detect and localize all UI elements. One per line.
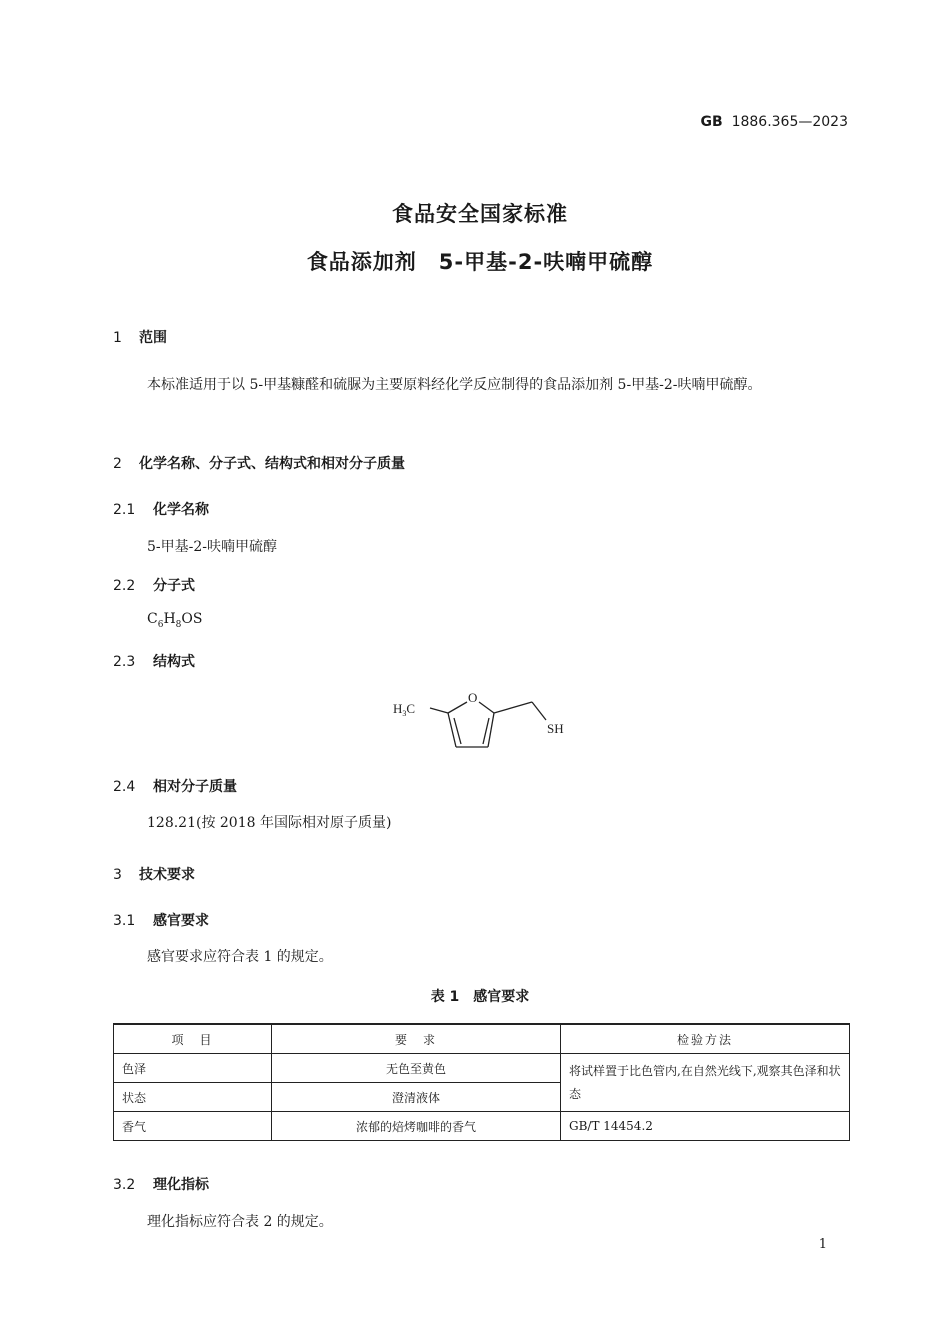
standard-code [700, 114, 848, 130]
table-header-row [114, 1024, 850, 1054]
section-number: 3.2 [113, 1177, 136, 1193]
table-cell-method-merged: 将试样置于比色管内,在自然光线下,观察其色泽和状态 [561, 1054, 850, 1112]
methyl-label: $H_3C$ [393, 701, 416, 718]
table-cell-requirement: 无色至黄色 [272, 1054, 561, 1083]
standard-code-prefix: GB [700, 114, 723, 130]
table-header-requirement: 要 求 [272, 1024, 561, 1054]
molecular-formula: $C_6H_8OS$ [147, 611, 203, 630]
section-3-1-heading [113, 910, 209, 930]
structural-formula [380, 680, 600, 760]
table-cell-item: 色泽 [114, 1054, 272, 1083]
section-title: 范围 [139, 330, 167, 346]
section-2-heading [113, 453, 405, 473]
chemical-name: 5-甲基-2-呋喃甲硫醇 [147, 539, 278, 555]
section-3-heading [113, 864, 195, 884]
section-title: 感官要求 [153, 913, 209, 929]
table-row [114, 1112, 850, 1141]
section-title: 化学名称、分子式、结构式和相对分子质量 [139, 456, 405, 472]
section-title: 化学名称 [153, 502, 209, 518]
table-cell-requirement: 浓郁的焙烤咖啡的香气 [272, 1112, 561, 1141]
section-number: 3.1 [113, 913, 136, 929]
table-cell-requirement: 澄清液体 [272, 1083, 561, 1112]
table-row [114, 1054, 850, 1083]
section-title: 理化指标 [153, 1177, 209, 1193]
oxygen-label: O [468, 690, 478, 705]
molecular-mass: 128.21(按 2018 年国际相对原子质量) [147, 815, 392, 831]
table-header-item: 项 目 [114, 1024, 272, 1054]
page-number: 1 [818, 1237, 827, 1252]
table-cell-item: 状态 [114, 1083, 272, 1112]
section-2-4-heading [113, 776, 237, 796]
section-1-heading [113, 327, 167, 347]
table-header-method: 检验方法 [561, 1024, 850, 1054]
section-number: 2.1 [113, 502, 136, 518]
sensory-requirements-table [113, 1023, 850, 1141]
standard-code-number: 1886.365—2023 [731, 114, 848, 130]
section-title: 结构式 [153, 654, 195, 670]
section-2-2-heading [113, 575, 195, 595]
section-title: 技术要求 [139, 867, 195, 883]
section-1-text: 本标准适用于以 5-甲基糠醛和硫脲为主要原料经化学反应制得的食品添加剂 5-甲基-2-呋喃甲硫醇。 [147, 377, 762, 393]
section-3-1-text: 感官要求应符合表 1 的规定。 [147, 949, 333, 965]
section-3-2-text: 理化指标应符合表 2 的规定。 [147, 1214, 333, 1230]
section-3-2-heading [113, 1174, 209, 1194]
section-number: 3 [113, 867, 122, 883]
section-number: 2.4 [113, 779, 136, 795]
document-subtitle: 食品添加剂 5-甲基-2-呋喃甲硫醇 [306, 250, 654, 274]
section-title: 分子式 [153, 578, 195, 594]
section-number: 2.2 [113, 578, 136, 594]
section-title: 相对分子质量 [153, 779, 237, 795]
table-1-caption: 表 1 感官要求 [430, 989, 530, 1005]
table-cell-item: 香气 [114, 1112, 272, 1141]
section-2-1-heading [113, 499, 209, 519]
document-title: 食品安全国家标准 [392, 202, 568, 226]
section-number: 2 [113, 456, 122, 472]
table-cell-method: GB/T 14454.2 [561, 1112, 850, 1141]
section-2-3-heading [113, 651, 195, 671]
thiol-label: SH [547, 721, 564, 736]
section-number: 1 [113, 330, 122, 346]
section-number: 2.3 [113, 654, 136, 670]
